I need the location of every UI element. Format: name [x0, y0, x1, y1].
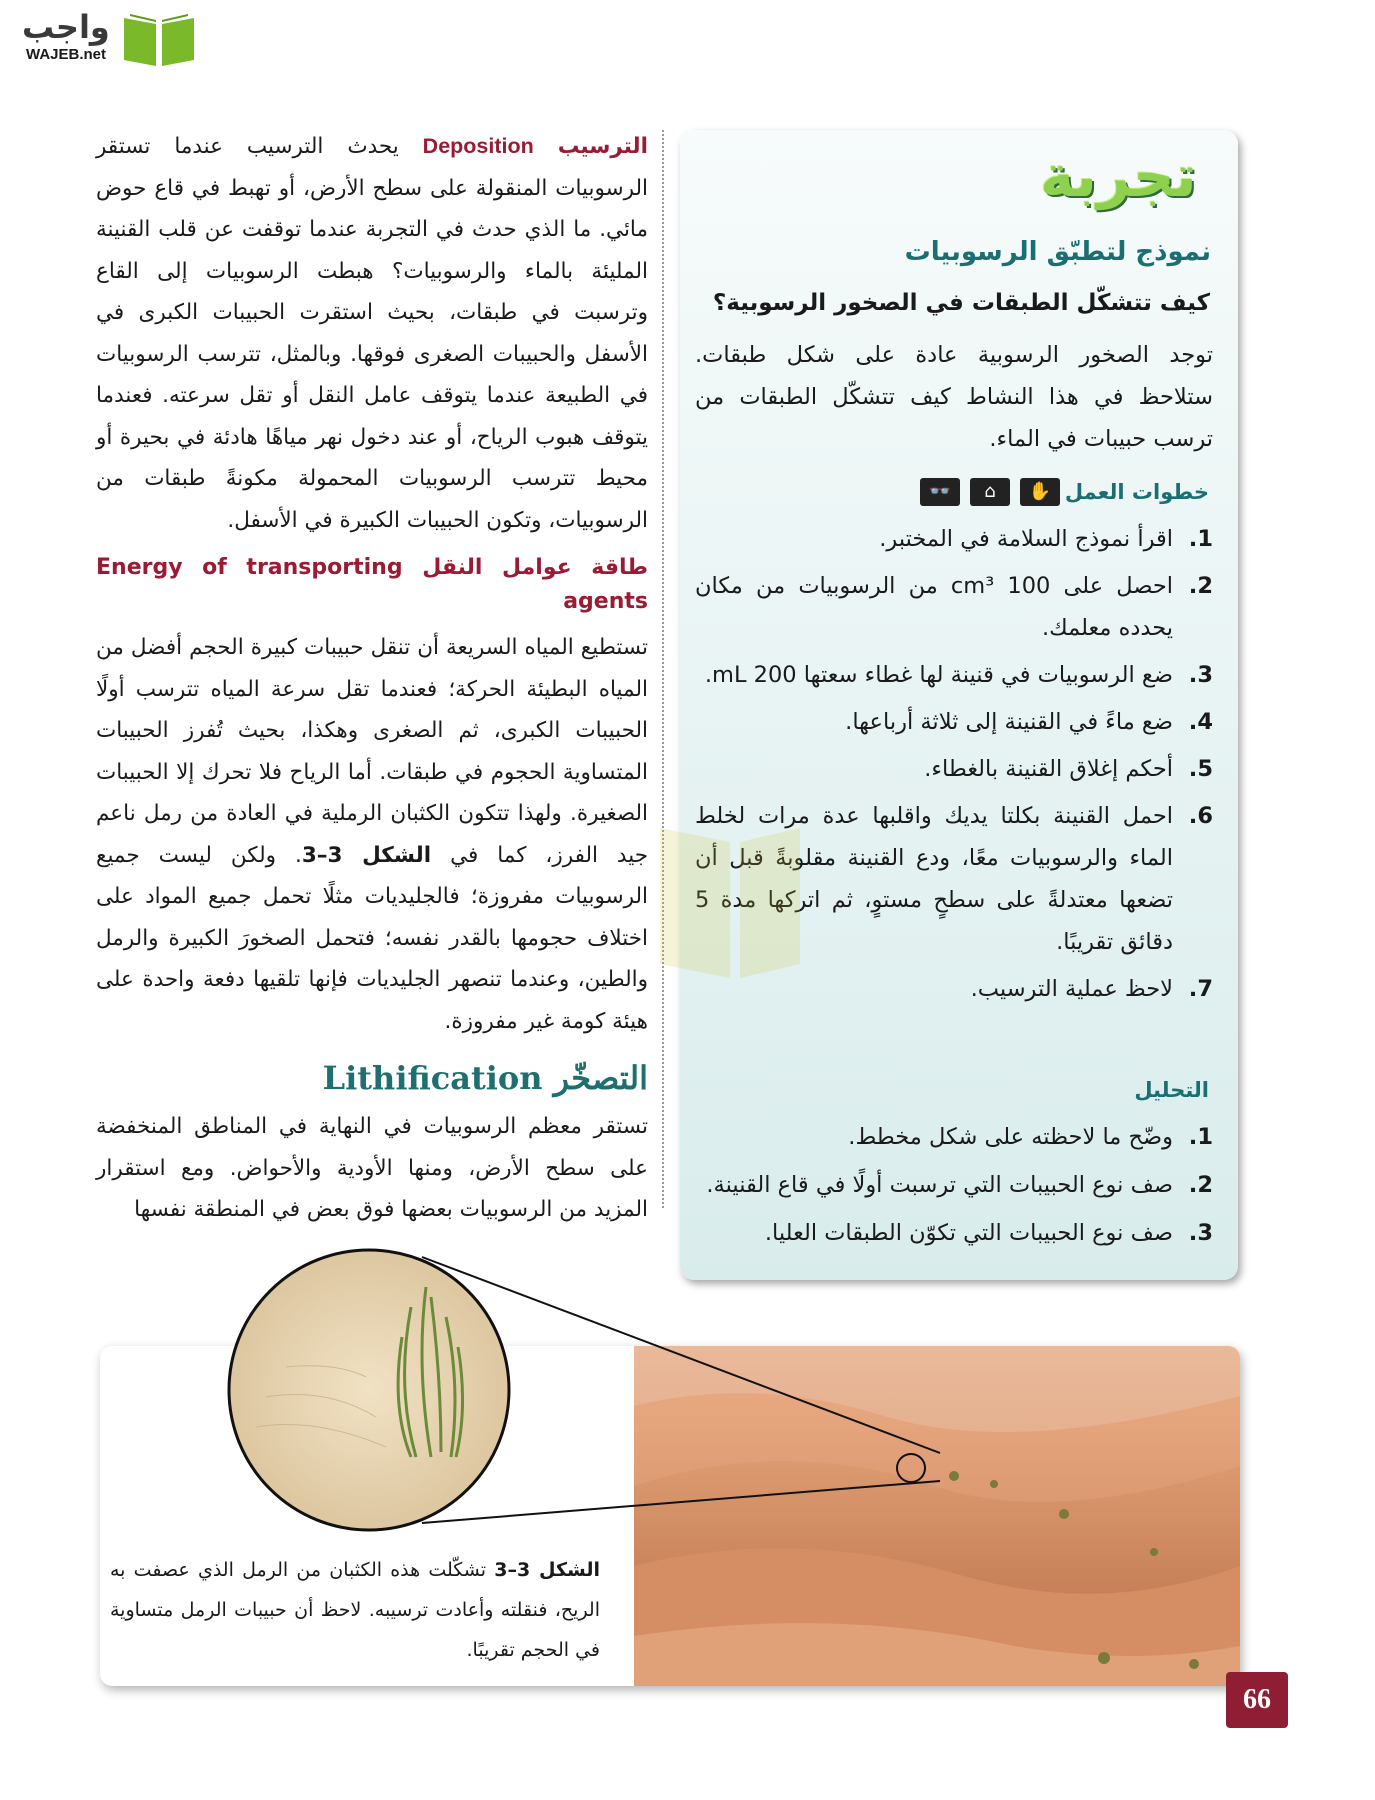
procedure-step: 6. احمل القنينة بكلتا يديك واقلبها عدة مرات لخلط الماء والرسوبيات معًا، ودع القنينة مقلوبةً قبل أن تضعها معتدلةً على سطحٍ مستوٍ، ثم اتركها مدة 5 دقائق تقريبًا.	[695, 803, 1213, 955]
safety-icons	[920, 478, 1060, 506]
procedure-step: 5. أحكم إغلاق القنينة بالغطاء.	[924, 756, 1213, 782]
experiment-subtitle: نموذج لتطبّق الرسوبيات	[904, 237, 1211, 267]
goggles-icon: 👓	[920, 478, 960, 506]
deposition-paragraph	[96, 126, 648, 541]
figure-caption	[110, 1550, 600, 1670]
energy-heading: طاقة عوامل النقل Energy of transporting agents	[96, 555, 648, 614]
procedure-heading: خطوات العمل	[1064, 480, 1209, 504]
lithification-heading: التصخّر Lithification	[322, 1059, 648, 1097]
experiment-question: كيف تتشكّل الطبقات في الصخور الرسوبية؟	[712, 290, 1210, 316]
figure-reference: الشكل 3–3	[301, 842, 432, 868]
logo-latin-text: WAJEB.net	[26, 46, 107, 63]
procedure-steps	[695, 518, 1213, 1015]
analysis-list	[695, 1116, 1213, 1260]
site-logo	[12, 6, 192, 68]
analysis-heading: التحليل	[1134, 1078, 1209, 1102]
experiment-intro: توجد الصخور الرسوبية عادة على شكل طبقات. ستلاحظ في هذا النشاط كيف تتشكّل الطبقات من ترسب حبيبات في الماء.	[695, 342, 1213, 452]
lithification-paragraph: تستقر معظم الرسوبيات في النهاية في المناطق المنخفضة على سطح الأرض، ومنها الأودية والأحواض. ومع استقرار المزيد من الرسوبيات بعضها فوق بعض في المنطقة نفسها	[96, 1114, 648, 1222]
sand-closeup-magnifier	[226, 1247, 512, 1533]
main-text-column	[96, 126, 648, 1231]
apron-icon: ⌂	[970, 478, 1010, 506]
deposition-text: يحدث الترسيب عندما تستقر الرسوبيات المنقولة على سطح الأرض، أو تهبط في قاع حوض مائي. ما الذي حدث في التجربة عندما توقفت عن قلب القنينة المليئة بالماء والرسوبيات؟ هبطت الرسوبيات إلى القاع وترسبت في طبقات، بحيث استقرت الحبيبات الكبرى في الأسفل والحبيبات الصغرى فوقها. وبالمثل، تترسب الرسوبيات في الطبيعة عندما يتوقف عامل النقل أو تقل سرعته. فعندما يتوقف هبوب الرياح، أو عند دخول نهر مياهًا هادئة في بحيرة أو محيط تترسب الرسوبيات المحمولة مكونةً طبقات من الرسوبيات، وتكون الحبيبات الكبيرة في الأسفل.	[96, 134, 648, 533]
logo-arabic-text: واجب	[22, 8, 110, 46]
analysis-item: 3. صف نوع الحبيبات التي تكوّن الطبقات العليا.	[764, 1220, 1213, 1246]
procedure-step: 7. لاحظ عملية الترسيب.	[970, 976, 1213, 1002]
figure-caption-text: تشكّلت هذه الكثبان من الرمل الذي عصفت به الريح، فنقلته وأعادت ترسيبه. لاحظ أن حبيبات الرمل متساوية في الحجم تقريبًا.	[110, 1559, 600, 1661]
energy-text-1: تستطيع المياه السريعة أن تنقل حبيبات كبيرة الحجم أفضل من المياه البطيئة الحركة؛ فعندما تقل سرعة المياه تترسب أولًا الحبيبات الكبرى، ثم الصغرى وهكذا، بحيث تُفرز الحبيبات المتساوية الحجوم في طبقات. أما الرياح فلا تحرك إلا الحبيبات الصغيرة. ولهذا تتكون الكثبان الرملية في العادة من رمل ناعم جيد الفرز، كما في	[96, 635, 648, 868]
sand-dunes-photo	[634, 1346, 1240, 1686]
energy-text-2: . ولكن ليست جميع الرسوبيات مفروزة؛ فالجليديات مثلًا تحمل جميع المواد على اختلاف حجومها بالقدر نفسه؛ فتحمل الصخورَ الكبيرة والرمل والطين، وعندما تنصهر الجليديات فإنها تلقيها دفعة واحدة على هيئة كومة غير مفروزة.	[96, 842, 648, 1034]
energy-paragraph	[96, 627, 648, 1042]
deposition-heading-en: Deposition	[422, 134, 534, 158]
analysis-item: 2. صف نوع الحبيبات التي ترسبت أولًا في قاع القنينة.	[706, 1172, 1213, 1198]
analysis-item: 1. وضّح ما لاحظته على شكل مخطط.	[848, 1124, 1213, 1150]
page-number: 66	[1226, 1672, 1288, 1728]
procedure-step: 2. احصل على 100 cm³ من الرسوبيات من مكان يحدده معلمك.	[695, 573, 1213, 641]
figure-label: الشكل 3–3	[494, 1559, 600, 1581]
column-divider	[662, 130, 664, 1208]
procedure-step: 1. اقرأ نموذج السلامة في المختبر.	[879, 526, 1213, 552]
hand-wash-icon: ✋	[1020, 478, 1060, 506]
experiment-badge: تجربة	[1040, 142, 1197, 210]
book-icon	[120, 10, 198, 68]
procedure-step: 4. ضع ماءً في القنينة إلى ثلاثة أرباعها.	[845, 709, 1213, 735]
deposition-heading-ar: الترسيب	[557, 134, 648, 159]
procedure-step: 3. ضع الرسوبيات في قنينة لها غطاء سعتها 200 mL.	[704, 662, 1213, 688]
